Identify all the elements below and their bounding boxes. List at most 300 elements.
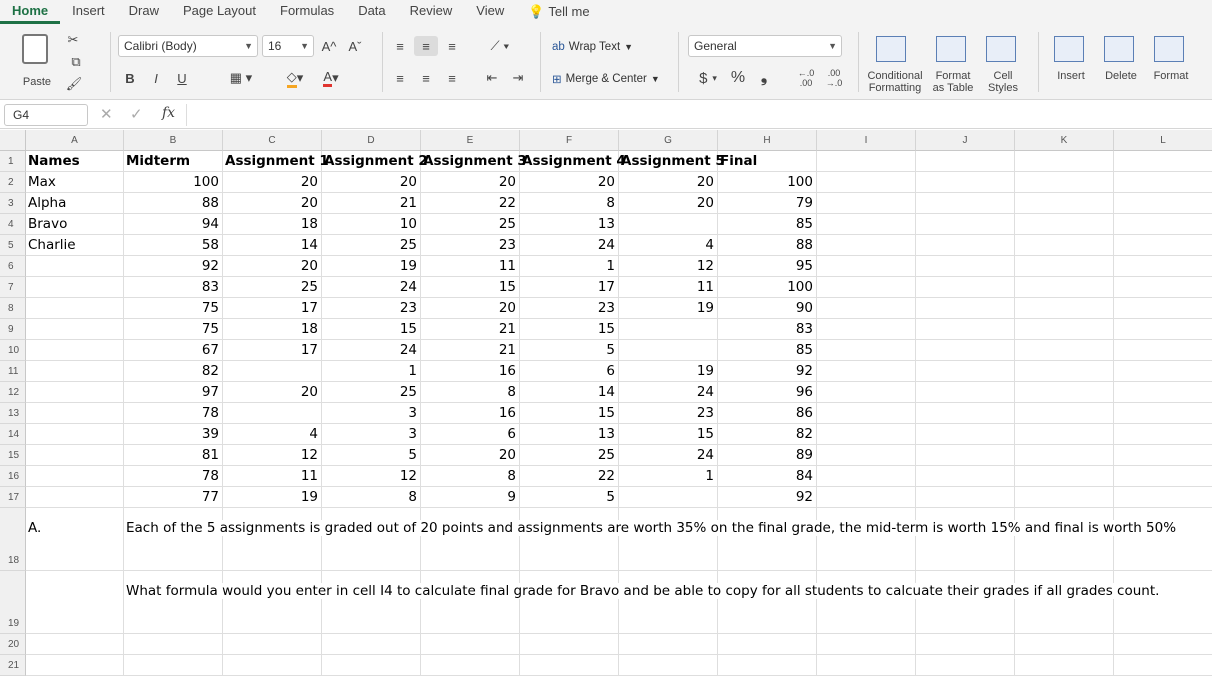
cell-l8[interactable] — [1114, 298, 1212, 319]
cell-k4[interactable] — [1015, 214, 1114, 235]
cell-c2[interactable]: 20 — [223, 172, 322, 193]
cell-d5[interactable]: 25 — [322, 235, 421, 256]
align-middle-icon[interactable]: ≡ — [414, 36, 438, 56]
cell-g10[interactable] — [619, 340, 718, 361]
column-header-j[interactable]: J — [916, 130, 1015, 151]
cell-l15[interactable] — [1114, 445, 1212, 466]
row-header-2[interactable]: 2 — [0, 172, 26, 193]
select-all-corner[interactable] — [0, 130, 26, 151]
cell-g13[interactable]: 23 — [619, 403, 718, 424]
row-header-5[interactable]: 5 — [0, 235, 26, 256]
row-header-18[interactable]: 18 — [0, 508, 26, 571]
cell-j5[interactable] — [916, 235, 1015, 256]
cell-k14[interactable] — [1015, 424, 1114, 445]
cell-j15[interactable] — [916, 445, 1015, 466]
cell-j9[interactable] — [916, 319, 1015, 340]
cell-h11[interactable]: 92 — [718, 361, 817, 382]
cell-e18[interactable] — [421, 508, 520, 571]
bold-button[interactable]: B — [125, 70, 135, 86]
cell-f7[interactable]: 17 — [520, 277, 619, 298]
cell-h13[interactable]: 86 — [718, 403, 817, 424]
row-header-9[interactable]: 9 — [0, 319, 26, 340]
cell-d21[interactable] — [322, 655, 421, 676]
cell-b8[interactable]: 75 — [124, 298, 223, 319]
cell-d10[interactable]: 24 — [322, 340, 421, 361]
cell-h4[interactable]: 85 — [718, 214, 817, 235]
cell-g7[interactable]: 11 — [619, 277, 718, 298]
cell-j11[interactable] — [916, 361, 1015, 382]
cell-l1[interactable] — [1114, 151, 1212, 172]
cell-c11[interactable] — [223, 361, 322, 382]
cell-b15[interactable]: 81 — [124, 445, 223, 466]
cell-h18[interactable] — [718, 508, 817, 571]
cell-i1[interactable] — [817, 151, 916, 172]
percent-button[interactable]: % — [730, 69, 746, 86]
row-header-8[interactable]: 8 — [0, 298, 26, 319]
cell-d20[interactable] — [322, 634, 421, 655]
cell-c12[interactable]: 20 — [223, 382, 322, 403]
cell-e10[interactable]: 21 — [421, 340, 520, 361]
column-header-d[interactable]: D — [322, 130, 421, 151]
cell-g21[interactable] — [619, 655, 718, 676]
cell-j6[interactable] — [916, 256, 1015, 277]
tab-draw[interactable]: Draw — [128, 3, 159, 18]
cell-e9[interactable]: 21 — [421, 319, 520, 340]
cell-l16[interactable] — [1114, 466, 1212, 487]
cell-d4[interactable]: 10 — [322, 214, 421, 235]
cell-g16[interactable]: 1 — [619, 466, 718, 487]
cell-a19[interactable] — [26, 571, 124, 634]
cell-k15[interactable] — [1015, 445, 1114, 466]
cell-b7[interactable]: 83 — [124, 277, 223, 298]
tab-view[interactable]: View — [476, 3, 505, 18]
cell-a18[interactable] — [26, 508, 124, 571]
cell-k20[interactable] — [1015, 634, 1114, 655]
cell-h16[interactable]: 84 — [718, 466, 817, 487]
cell-k16[interactable] — [1015, 466, 1114, 487]
row-header-17[interactable]: 17 — [0, 487, 26, 508]
column-header-g[interactable]: G — [619, 130, 718, 151]
cell-a13[interactable] — [26, 403, 124, 424]
cell-a12[interactable] — [26, 382, 124, 403]
cell-e17[interactable]: 9 — [421, 487, 520, 508]
cell-f16[interactable]: 22 — [520, 466, 619, 487]
font-color-icon[interactable]: A ▾ — [323, 69, 339, 85]
cell-j2[interactable] — [916, 172, 1015, 193]
cell-k9[interactable] — [1015, 319, 1114, 340]
cell-h21[interactable] — [718, 655, 817, 676]
align-right-icon[interactable]: ≡ — [448, 70, 456, 86]
cell-i16[interactable] — [817, 466, 916, 487]
cell-g6[interactable]: 12 — [619, 256, 718, 277]
cell-k8[interactable] — [1015, 298, 1114, 319]
cell-c20[interactable] — [223, 634, 322, 655]
row-header-20[interactable]: 20 — [0, 634, 26, 655]
cell-e13[interactable]: 16 — [421, 403, 520, 424]
cell-j20[interactable] — [916, 634, 1015, 655]
font-size-select[interactable] — [262, 35, 314, 57]
row-header-4[interactable]: 4 — [0, 214, 26, 235]
cell-c7[interactable]: 25 — [223, 277, 322, 298]
row-header-13[interactable]: 13 — [0, 403, 26, 424]
cell-k6[interactable] — [1015, 256, 1114, 277]
cell-e7[interactable]: 15 — [421, 277, 520, 298]
cell-j12[interactable] — [916, 382, 1015, 403]
cell-j4[interactable] — [916, 214, 1015, 235]
tab-page-layout[interactable]: Page Layout — [182, 3, 256, 18]
cell-g8[interactable]: 19 — [619, 298, 718, 319]
cell-l9[interactable] — [1114, 319, 1212, 340]
cell-d16[interactable]: 12 — [322, 466, 421, 487]
row-header-15[interactable]: 15 — [0, 445, 26, 466]
cell-i2[interactable] — [817, 172, 916, 193]
cell-i15[interactable] — [817, 445, 916, 466]
cell-h17[interactable]: 92 — [718, 487, 817, 508]
fill-color-icon[interactable]: ◇ ▾ — [278, 68, 312, 88]
fx-icon[interactable]: fx — [162, 105, 176, 121]
cell-g2[interactable]: 20 — [619, 172, 718, 193]
tab-home[interactable]: Home — [0, 0, 60, 24]
name-box[interactable] — [4, 104, 88, 126]
cell-k11[interactable] — [1015, 361, 1114, 382]
cell-b10[interactable]: 67 — [124, 340, 223, 361]
copy-icon[interactable]: ⧉ — [71, 54, 81, 69]
cell-e4[interactable]: 25 — [421, 214, 520, 235]
cell-f1[interactable]: Assignment 4 — [520, 151, 619, 172]
cell-j18[interactable] — [916, 508, 1015, 571]
cell-l11[interactable] — [1114, 361, 1212, 382]
cell-a9[interactable] — [26, 319, 124, 340]
currency-button[interactable]: $ ▾ — [699, 69, 717, 87]
cell-h5[interactable]: 88 — [718, 235, 817, 256]
cell-f19[interactable] — [520, 571, 619, 634]
cell-c3[interactable]: 20 — [223, 193, 322, 214]
cell-i3[interactable] — [817, 193, 916, 214]
cell-g14[interactable]: 15 — [619, 424, 718, 445]
cell-b4[interactable]: 94 — [124, 214, 223, 235]
cell-h1[interactable]: Final — [718, 151, 817, 172]
cell-l21[interactable] — [1114, 655, 1212, 676]
cell-b5[interactable]: 58 — [124, 235, 223, 256]
cell-k18[interactable] — [1015, 508, 1114, 571]
cell-i8[interactable] — [817, 298, 916, 319]
cell-i13[interactable] — [817, 403, 916, 424]
cell-i7[interactable] — [817, 277, 916, 298]
cell-a21[interactable] — [26, 655, 124, 676]
cell-d14[interactable]: 3 — [322, 424, 421, 445]
cell-d19[interactable] — [322, 571, 421, 634]
cell-a1[interactable]: Names — [26, 151, 124, 172]
tab-review[interactable]: Review — [409, 3, 453, 18]
cell-g15[interactable]: 24 — [619, 445, 718, 466]
cell-g19[interactable] — [619, 571, 718, 634]
cell-j7[interactable] — [916, 277, 1015, 298]
cell-h9[interactable]: 83 — [718, 319, 817, 340]
cell-f4[interactable]: 13 — [520, 214, 619, 235]
paste-button[interactable] — [14, 32, 60, 88]
cut-icon[interactable]: ✂ — [67, 32, 79, 47]
cell-e19[interactable] — [421, 571, 520, 634]
merge-center-button[interactable] — [552, 70, 660, 88]
cell-c21[interactable] — [223, 655, 322, 676]
increase-indent-icon[interactable]: ⇥ — [512, 70, 524, 85]
cell-l3[interactable] — [1114, 193, 1212, 214]
cell-h2[interactable]: 100 — [718, 172, 817, 193]
cell-j19[interactable] — [916, 571, 1015, 634]
row-header-21[interactable]: 21 — [0, 655, 26, 676]
cell-i10[interactable] — [817, 340, 916, 361]
cell-f10[interactable]: 5 — [520, 340, 619, 361]
column-header-k[interactable]: K — [1015, 130, 1114, 151]
cell-c14[interactable]: 4 — [223, 424, 322, 445]
cell-f15[interactable]: 25 — [520, 445, 619, 466]
cell-c1[interactable]: Assignment 1 — [223, 151, 322, 172]
cell-c16[interactable]: 11 — [223, 466, 322, 487]
cell-c4[interactable]: 18 — [223, 214, 322, 235]
cell-e5[interactable]: 23 — [421, 235, 520, 256]
cell-styles-button[interactable] — [980, 32, 1026, 94]
cell-f2[interactable]: 20 — [520, 172, 619, 193]
row-header-3[interactable]: 3 — [0, 193, 26, 214]
cell-b6[interactable]: 92 — [124, 256, 223, 277]
cell-e16[interactable]: 8 — [421, 466, 520, 487]
cell-d9[interactable]: 15 — [322, 319, 421, 340]
cell-d2[interactable]: 20 — [322, 172, 421, 193]
cell-c6[interactable]: 20 — [223, 256, 322, 277]
cell-f18[interactable] — [520, 508, 619, 571]
cell-k19[interactable] — [1015, 571, 1114, 634]
tab-data[interactable]: Data — [358, 3, 386, 18]
cell-b20[interactable] — [124, 634, 223, 655]
cell-l20[interactable] — [1114, 634, 1212, 655]
font-name-select[interactable] — [118, 35, 258, 57]
cell-a16[interactable] — [26, 466, 124, 487]
cell-d3[interactable]: 21 — [322, 193, 421, 214]
cell-b2[interactable]: 100 — [124, 172, 223, 193]
column-header-a[interactable]: A — [26, 130, 124, 151]
cell-d6[interactable]: 19 — [322, 256, 421, 277]
cell-h15[interactable]: 89 — [718, 445, 817, 466]
cell-k17[interactable] — [1015, 487, 1114, 508]
cell-k2[interactable] — [1015, 172, 1114, 193]
cell-b13[interactable]: 78 — [124, 403, 223, 424]
cell-l7[interactable] — [1114, 277, 1212, 298]
cell-i21[interactable] — [817, 655, 916, 676]
cell-i9[interactable] — [817, 319, 916, 340]
cell-f5[interactable]: 24 — [520, 235, 619, 256]
cell-f14[interactable]: 13 — [520, 424, 619, 445]
align-bottom-icon[interactable]: ≡ — [448, 38, 456, 54]
cell-i6[interactable] — [817, 256, 916, 277]
cell-b11[interactable]: 82 — [124, 361, 223, 382]
cell-b17[interactable]: 77 — [124, 487, 223, 508]
align-center-icon[interactable]: ≡ — [422, 70, 430, 86]
underline-button[interactable]: U — [177, 70, 187, 86]
cell-i18[interactable] — [817, 508, 916, 571]
cell-d17[interactable]: 8 — [322, 487, 421, 508]
tell-me[interactable] — [516, 0, 601, 24]
cell-j10[interactable] — [916, 340, 1015, 361]
cell-l10[interactable] — [1114, 340, 1212, 361]
row-header-7[interactable]: 7 — [0, 277, 26, 298]
cell-g18[interactable] — [619, 508, 718, 571]
cell-e6[interactable]: 11 — [421, 256, 520, 277]
cell-i20[interactable] — [817, 634, 916, 655]
cell-l2[interactable] — [1114, 172, 1212, 193]
cell-k13[interactable] — [1015, 403, 1114, 424]
cell-c19[interactable] — [223, 571, 322, 634]
cell-f6[interactable]: 1 — [520, 256, 619, 277]
cell-g1[interactable]: Assignment 5 — [619, 151, 718, 172]
cell-i5[interactable] — [817, 235, 916, 256]
cell-i11[interactable] — [817, 361, 916, 382]
cell-k5[interactable] — [1015, 235, 1114, 256]
cell-b16[interactable]: 78 — [124, 466, 223, 487]
cell-a8[interactable] — [26, 298, 124, 319]
cell-h6[interactable]: 95 — [718, 256, 817, 277]
cell-d18[interactable] — [322, 508, 421, 571]
align-left-icon[interactable]: ≡ — [396, 70, 404, 86]
cell-d13[interactable]: 3 — [322, 403, 421, 424]
cell-b9[interactable]: 75 — [124, 319, 223, 340]
cell-a14[interactable] — [26, 424, 124, 445]
cell-f17[interactable]: 5 — [520, 487, 619, 508]
cell-a17[interactable] — [26, 487, 124, 508]
cell-k21[interactable] — [1015, 655, 1114, 676]
cell-b19[interactable] — [124, 571, 223, 634]
cell-b12[interactable]: 97 — [124, 382, 223, 403]
insert-cells-button[interactable] — [1046, 32, 1096, 94]
cell-d11[interactable]: 1 — [322, 361, 421, 382]
cell-b3[interactable]: 88 — [124, 193, 223, 214]
cell-a20[interactable] — [26, 634, 124, 655]
cell-k3[interactable] — [1015, 193, 1114, 214]
cell-g20[interactable] — [619, 634, 718, 655]
row-header-12[interactable]: 12 — [0, 382, 26, 403]
cell-g3[interactable]: 20 — [619, 193, 718, 214]
increase-decimal-button[interactable]: ←.0 .00 — [797, 68, 815, 88]
grow-font-button[interactable]: A^ — [321, 38, 337, 54]
cell-a4[interactable]: Bravo — [26, 214, 124, 235]
cell-g5[interactable]: 4 — [619, 235, 718, 256]
enter-icon[interactable]: ✓ — [130, 106, 143, 123]
cell-l13[interactable] — [1114, 403, 1212, 424]
cell-j3[interactable] — [916, 193, 1015, 214]
cell-c9[interactable]: 18 — [223, 319, 322, 340]
row-header-11[interactable]: 11 — [0, 361, 26, 382]
cell-j16[interactable] — [916, 466, 1015, 487]
delete-cells-button[interactable] — [1096, 32, 1146, 94]
align-top-icon[interactable]: ≡ — [396, 38, 404, 54]
cell-i12[interactable] — [817, 382, 916, 403]
column-header-i[interactable]: I — [817, 130, 916, 151]
row-header-16[interactable]: 16 — [0, 466, 26, 487]
cell-h20[interactable] — [718, 634, 817, 655]
cell-j14[interactable] — [916, 424, 1015, 445]
column-header-h[interactable]: H — [718, 130, 817, 151]
comma-button[interactable]: ❟ — [760, 69, 768, 86]
cell-e3[interactable]: 22 — [421, 193, 520, 214]
cell-j1[interactable] — [916, 151, 1015, 172]
cell-h3[interactable]: 79 — [718, 193, 817, 214]
conditional-formatting-button[interactable] — [864, 32, 926, 94]
cell-f20[interactable] — [520, 634, 619, 655]
cell-b1[interactable]: Midterm — [124, 151, 223, 172]
column-header-b[interactable]: B — [124, 130, 223, 151]
cell-c8[interactable]: 17 — [223, 298, 322, 319]
cell-l17[interactable] — [1114, 487, 1212, 508]
cell-g12[interactable]: 24 — [619, 382, 718, 403]
format-as-table-button[interactable] — [928, 32, 978, 94]
cell-d12[interactable]: 25 — [322, 382, 421, 403]
cell-e11[interactable]: 16 — [421, 361, 520, 382]
cell-c13[interactable] — [223, 403, 322, 424]
cell-k10[interactable] — [1015, 340, 1114, 361]
cell-j8[interactable] — [916, 298, 1015, 319]
row-header-6[interactable]: 6 — [0, 256, 26, 277]
cell-g17[interactable] — [619, 487, 718, 508]
row-header-14[interactable]: 14 — [0, 424, 26, 445]
cell-g9[interactable] — [619, 319, 718, 340]
cell-d7[interactable]: 24 — [322, 277, 421, 298]
format-cells-button[interactable] — [1146, 32, 1196, 94]
cell-e12[interactable]: 8 — [421, 382, 520, 403]
row-header-10[interactable]: 10 — [0, 340, 26, 361]
decrease-indent-icon[interactable]: ⇤ — [486, 70, 498, 85]
cell-l5[interactable] — [1114, 235, 1212, 256]
cell-h19[interactable] — [718, 571, 817, 634]
cell-j17[interactable] — [916, 487, 1015, 508]
cell-e2[interactable]: 20 — [421, 172, 520, 193]
cell-h7[interactable]: 100 — [718, 277, 817, 298]
cell-j13[interactable] — [916, 403, 1015, 424]
cell-h10[interactable]: 85 — [718, 340, 817, 361]
cell-k1[interactable] — [1015, 151, 1114, 172]
tab-formulas[interactable]: Formulas — [280, 3, 335, 18]
column-header-e[interactable]: E — [421, 130, 520, 151]
cell-f9[interactable]: 15 — [520, 319, 619, 340]
formula-input[interactable] — [186, 104, 1206, 126]
cell-f13[interactable]: 15 — [520, 403, 619, 424]
cell-j21[interactable] — [916, 655, 1015, 676]
row-header-1[interactable]: 1 — [0, 151, 26, 172]
decrease-decimal-button[interactable]: .00 →.0 — [825, 68, 843, 88]
cell-f8[interactable]: 23 — [520, 298, 619, 319]
cell-h14[interactable]: 82 — [718, 424, 817, 445]
column-header-l[interactable]: L — [1114, 130, 1212, 151]
cancel-icon[interactable]: ✕ — [100, 106, 113, 123]
cell-a6[interactable] — [26, 256, 124, 277]
cell-d15[interactable]: 5 — [322, 445, 421, 466]
cell-g4[interactable] — [619, 214, 718, 235]
cell-h8[interactable]: 90 — [718, 298, 817, 319]
cell-a2[interactable]: Max — [26, 172, 124, 193]
cell-i14[interactable] — [817, 424, 916, 445]
cell-l6[interactable] — [1114, 256, 1212, 277]
column-header-c[interactable]: C — [223, 130, 322, 151]
cell-b21[interactable] — [124, 655, 223, 676]
cell-e21[interactable] — [421, 655, 520, 676]
cell-a3[interactable]: Alpha — [26, 193, 124, 214]
cell-e14[interactable]: 6 — [421, 424, 520, 445]
cell-k12[interactable] — [1015, 382, 1114, 403]
cell-l14[interactable] — [1114, 424, 1212, 445]
cell-a5[interactable]: Charlie — [26, 235, 124, 256]
cell-a15[interactable] — [26, 445, 124, 466]
cell-c10[interactable]: 17 — [223, 340, 322, 361]
borders-icon[interactable]: ▦ ▾ — [229, 70, 253, 85]
wrap-text-button[interactable] — [552, 38, 633, 56]
